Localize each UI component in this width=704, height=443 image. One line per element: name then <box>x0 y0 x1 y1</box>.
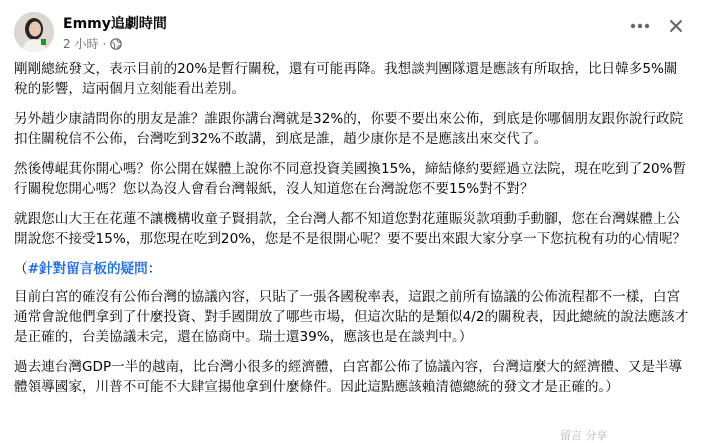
post-paragraph: 就跟您山大王在花蓮不讓機構收童子賢捐款，全台灣人都不知道您對花蓮賑災款項動手動腳，您在台灣媒體上公開說您不接受15%，那您現在吃到20%，您是不是很開心呢？要不要出來跟大家分享一下您抗稅有功的心情呢？ <box>14 211 687 247</box>
post-paragraph: 過去連台灣GDP一半的越南，比台灣小很多的經濟體，白宮都公佈了協議內容，台灣這麼大的經濟體、又是半導體領導國家，川普不可能不大肆宣揚他拿到什麼條件。因此這點應該賴清德總統的發文才是正確的。） <box>14 359 683 395</box>
post-paragraph: 剛剛總統發文，表示目前的20%是暫行關稅，還有可能再降。我想談判團隊還是應該有所取捨，比日韓多5%關稅的影響，這兩個月立刻能看出差別。 <box>14 61 678 97</box>
avatar[interactable] <box>14 12 54 52</box>
more-options-button[interactable] <box>628 16 652 36</box>
post-time[interactable]: 2 小時 <box>63 37 99 51</box>
hashtag-line <box>14 259 690 279</box>
hashtag-link[interactable]: #針對留言板的疑問 <box>27 261 148 277</box>
more-horizontal-icon <box>630 23 650 29</box>
post-author[interactable]: Emmy追劇時間 <box>63 16 167 32</box>
hashtag-colon: ： <box>147 261 162 277</box>
close-icon <box>669 19 683 33</box>
post-paragraph: 另外趙少康請問你的朋友是誰？誰跟你講台灣就是32%的，你要不要出來公佈，到底是你哪個朋友跟你說行政院扣住關稅信不公佈，台灣吃到32%不敢講，到底是誰，趙少康你是不是應該出來交代了。 <box>14 111 684 147</box>
hashtag-open-paren: （ <box>14 261 28 277</box>
post-header <box>14 12 690 56</box>
globe-icon <box>110 38 122 50</box>
post-paragraph: 然後傅崐萁你開心嗎？你公開在媒體上說你不同意投資美國換15%，締結條約要經過立法院，現在吃到了20%暫行關稅您開心嗎？您以為沒人會看台灣報紙，沒人知道您在台灣說您不要15%對不對？ <box>14 161 687 197</box>
avatar-image <box>14 12 54 52</box>
meta-separator: · <box>102 36 107 51</box>
close-post-button[interactable] <box>664 14 688 38</box>
post-body <box>14 59 690 407</box>
post-meta <box>63 35 122 52</box>
footer-actions-ghost: 留言 分享 <box>560 429 608 442</box>
post-paragraph: 目前白宮的確沒有公佈台灣的協議內容，只貼了一張各國稅率表，這跟之前所有協議的公佈流程都不一樣，白宮通常會說他們拿到了什麼投資、對手國開放了哪些市場，但這次貼的是類似4/2的關稅表，因此總統的說法應該才是正確的，台美協議未完，還在協商中。瑞士還39%，應該也是在談判中。） <box>14 289 689 345</box>
